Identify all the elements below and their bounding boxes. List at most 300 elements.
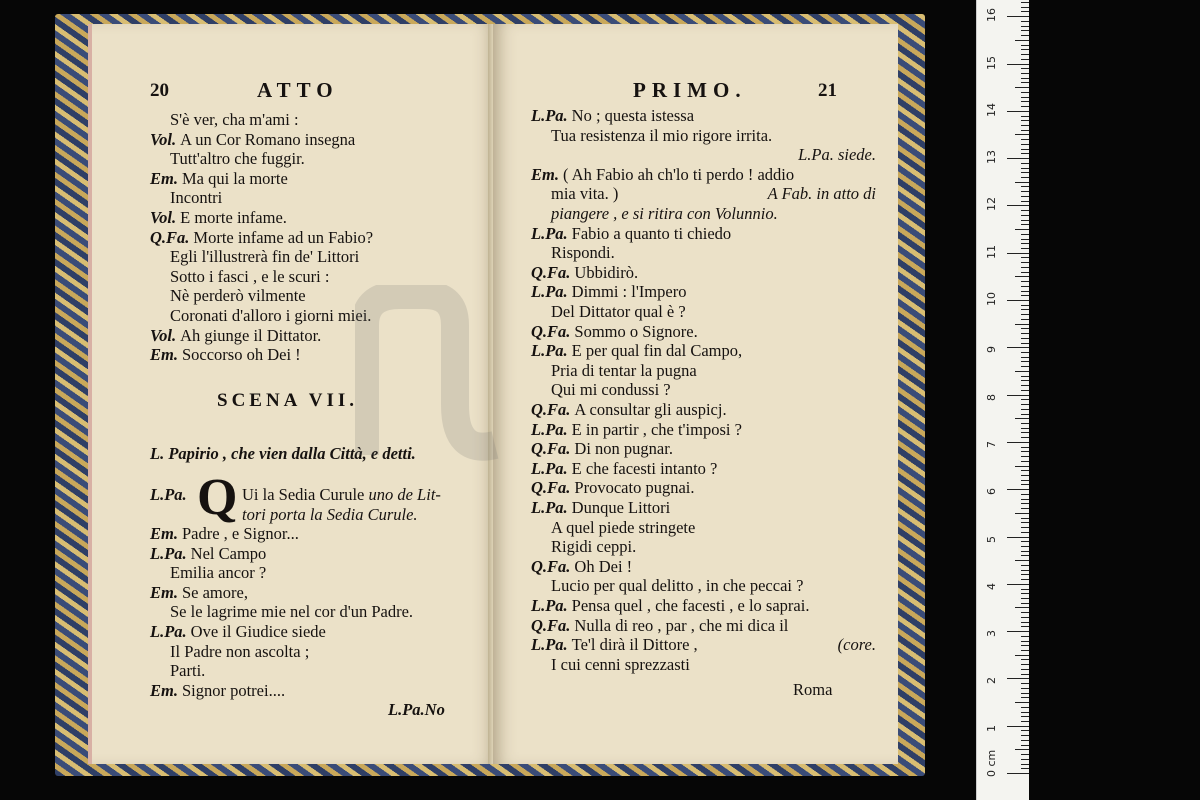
speaker-label: L.Pa. [531,596,568,615]
text-line [150,622,326,642]
scene-direction: L. Papirio , che vien dalla Città, e detti. [150,444,416,463]
text-line [551,576,803,596]
text-line [150,208,287,228]
text-line [150,524,299,544]
ruler-tick [1007,537,1029,538]
ruler-tick [1021,319,1029,320]
text-line [170,602,413,622]
ruler-tick [1021,522,1029,523]
speaker-label: Vol. [150,129,177,149]
speaker-label: L.Pa. [531,635,568,655]
ruler-label: 15 [985,55,998,70]
speaker-label: L.Pa. [531,498,568,517]
ruler-tick [1021,82,1029,83]
ruler-tick [1007,253,1029,254]
ruler-tick [1021,201,1029,202]
ruler-tick [1015,607,1029,608]
ruler-tick [1021,759,1029,760]
ruler-tick [1021,210,1029,211]
ruler-tick [1021,248,1029,249]
ruler-tick [1021,541,1029,542]
line-text: Tua resistenza il mio rigore irrita. [551,125,773,145]
ruler-tick [1021,333,1029,334]
ruler-tick [1021,674,1029,675]
text-line [531,498,670,518]
ruler-tick [1021,603,1029,604]
ruler-tick [1021,305,1029,306]
ruler-tick [1021,59,1029,60]
speaker-label: L.Pa. [531,419,568,439]
ruler-tick [1021,480,1029,481]
ruler-tick [1021,551,1029,552]
ruler-tick [1021,234,1029,235]
ruler-tick [1007,111,1029,112]
line-text: Signor potrei.... [181,680,286,700]
speaker-label: Em. [531,164,559,184]
line-text: I cui cenni sprezzasti [551,654,690,674]
text-line [531,106,694,126]
ruler-tick [1021,168,1029,169]
text-line [551,126,772,146]
ruler-tick [1021,309,1029,310]
ruler-tick [1015,560,1029,561]
ruler-tick [1021,579,1029,580]
ruler-label: 5 [985,535,998,543]
ruler-tick [1021,125,1029,126]
ruler-tick [1021,385,1029,386]
ruler-tick [1021,428,1029,429]
ruler-tick [1021,257,1029,258]
speaker-label: Em. [150,168,178,188]
text-line [531,616,788,636]
ruler-tick [1021,380,1029,381]
ruler-tick [1021,555,1029,556]
text-line [170,267,329,287]
running-head: PRIMO. [633,78,747,102]
ruler-tick [1021,196,1029,197]
line-text: S'è ver, cha m'ami : [170,110,299,129]
ruler-tick [1021,92,1029,93]
line-text: E per qual fin dal Campo, [571,341,743,361]
ruler-tick [1021,243,1029,244]
ruler-tick [1021,518,1029,519]
ruler-tick [1015,324,1029,325]
ruler-tick [1021,447,1029,448]
ruler-tick [1015,655,1029,656]
speaker-label: L.Pa. [531,341,568,361]
text-line [551,655,690,675]
ruler-tick [1021,376,1029,377]
scene-heading: SCENA VII. [217,390,359,411]
ruler-tick [1021,239,1029,240]
speaker-label: Q.Fa. [531,400,571,419]
line-text: Di non pugnar. [574,439,673,459]
right-page [493,24,898,764]
ruler-tick [1021,153,1029,154]
line-text: A quel piede stringete [551,517,696,537]
ruler-tick [1007,16,1029,17]
ruler-tick [1007,726,1029,727]
ruler-tick [1021,399,1029,400]
ruler-tick [1021,451,1029,452]
ruler-tick [1021,215,1029,216]
ruler-tick [1015,87,1029,88]
ruler-tick [1021,73,1029,74]
ruler-label: 9 [985,346,998,354]
line-text: Soccorso oh Dei ! [181,345,301,365]
text-line [531,459,717,479]
ruler-tick [1021,494,1029,495]
ruler-tick [1021,745,1029,746]
ruler-tick [1021,622,1029,623]
text-line [531,596,809,616]
ruler-tick [1021,144,1029,145]
ruler-label: 14 [985,102,998,117]
text-line [531,478,694,498]
ruler-tick [1021,664,1029,665]
ruler-tick [1021,163,1029,164]
text-line [531,263,638,283]
ruler-tick [1021,730,1029,731]
ruler-tick [1021,97,1029,98]
ruler-tick [1021,574,1029,575]
ruler-tick [1021,484,1029,485]
text-line [551,380,671,400]
catchword: L.Pa.No [388,700,445,719]
ruler-label: 1 [985,724,998,732]
text-line [531,341,742,361]
ruler-tick [1015,276,1029,277]
line-text: L.Pa. siede. [798,145,876,165]
text-line [551,184,618,204]
line-text: E morte infame. [180,208,287,227]
ruler-tick [1021,2,1029,3]
text-line [170,642,309,662]
ruler-tick [1007,300,1029,301]
speaker-label: Q.Fa. [150,227,190,247]
ruler-tick [1021,26,1029,27]
line-text: Sommo o Signore. [574,321,698,341]
ruler-tick [1021,754,1029,755]
left-page [88,24,496,764]
text-line [531,224,731,244]
text-line [170,661,205,681]
speaker-label: Q.Fa. [531,262,571,282]
ruler-tick [1021,475,1029,476]
line-text: Rispondi. [551,243,615,263]
ruler-tick [1021,437,1029,438]
line-text: Padre , e Signor... [181,524,299,543]
ruler-tick [1021,101,1029,102]
ruler-tick [1021,589,1029,590]
text-line [551,518,695,538]
ruler-tick [1007,347,1029,348]
ruler-tick [1021,423,1029,424]
ruler-tick [1021,191,1029,192]
line-text: Dunque Littori [571,498,671,517]
line-text: Il Padre non ascolta ; [170,641,310,661]
ruler-label: 12 [985,197,998,212]
ruler-tick [1021,764,1029,765]
line-text: Ubbidirò. [574,262,639,282]
ruler-tick [1007,442,1029,443]
ruler-tick [1021,565,1029,566]
line-text: Te'l dirà il Dittore , [571,635,698,655]
line-text: Parti. [170,661,206,681]
text-line [531,165,794,185]
ruler-tick [1021,35,1029,36]
ruler-tick [1021,404,1029,405]
ruler-tick [1021,357,1029,358]
ruler-tick [1021,224,1029,225]
ruler-tick [1015,702,1029,703]
ruler-tick [1021,617,1029,618]
speaker-label: Q.Fa. [531,556,571,576]
text-line [531,282,686,302]
line-text: Emilia ancor ? [170,563,267,583]
ruler-tick [1021,626,1029,627]
ruler-tick [1021,697,1029,698]
ruler-tick [1021,172,1029,173]
ruler-tick [1021,286,1029,287]
speaker-label: L.Pa. [531,106,568,125]
text-line [170,247,359,267]
ruler-tick [1021,45,1029,46]
ruler-tick [1021,314,1029,315]
ruler-tick [1021,570,1029,571]
ruler-tick [1021,641,1029,642]
speaker-label: Q.Fa. [531,321,571,341]
ruler-tick [1007,678,1029,679]
ruler-tick [1021,693,1029,694]
text-line [531,635,698,655]
ruler-tick [1021,54,1029,55]
speaker-label: Em. [150,345,178,365]
text-line [551,361,697,381]
stage-direction: A Fab. in atto di [767,184,876,204]
ruler-tick [1021,49,1029,50]
speaker-label: L.Pa. [150,622,187,641]
speaker-label: L.Pa. [531,282,568,302]
ruler-tick [1021,177,1029,178]
line-text: Pria di tentar la pugna [551,360,697,380]
text-line [170,306,371,326]
speaker-label: Em. [150,680,178,700]
speaker-label: L.Pa. [531,458,568,478]
ruler-tick [1021,532,1029,533]
line-text: Nè perderò vilmente [170,286,306,306]
ruler-tick [1021,291,1029,292]
ruler-tick [1007,631,1029,632]
ruler-tick [1021,650,1029,651]
ruler-tick [1015,513,1029,514]
ruler-tick [1021,645,1029,646]
ruler-label: 13 [985,150,998,165]
text-line [798,145,876,165]
ruler-tick [1021,139,1029,140]
page-number: 21 [818,80,837,101]
ruler-tick [1021,740,1029,741]
ruler-tick [1021,78,1029,79]
ruler-tick [1021,470,1029,471]
line-text: Tutt'altro che fuggir. [170,149,305,169]
text-line [551,302,686,322]
line-text: Nulla di reo , par , che mi dica il [574,615,789,635]
text-line [531,420,742,440]
speaker-label: Em. [150,524,178,543]
text-line [531,439,673,459]
ruler-tick [1007,395,1029,396]
catchword: Roma [793,680,833,699]
ruler-tick [1021,338,1029,339]
text-line [150,326,321,346]
ruler-tick [1021,636,1029,637]
text-line [150,169,288,189]
ruler-tick [1021,612,1029,613]
ruler-tick [1015,749,1029,750]
ruler-tick [1021,456,1029,457]
text-line [150,228,373,248]
ruler-label: 10 [985,292,998,306]
text-line [170,563,266,583]
ruler-tick [1021,461,1029,462]
line-text: Se amore, [181,582,248,602]
measuring-ruler [976,0,1029,800]
line-text: Pensa quel , che facesti , e lo saprai. [571,596,810,615]
ruler-tick [1021,598,1029,599]
ruler-tick [1007,158,1029,159]
line-text: Ove il Giudice siede [190,622,326,641]
line-text: piangere , e si ritira con Volunnio. [551,204,778,223]
ruler-tick [1021,186,1029,187]
ruler-tick [1021,593,1029,594]
ruler-tick [1015,134,1029,135]
text-line [551,204,778,224]
ruler-tick [1021,220,1029,221]
ruler-label: 7 [985,440,998,448]
line-text: mia vita. ) [551,184,619,204]
line-text: Egli l'illustrerà fin de' Littori [170,247,360,267]
ruler-tick [1015,229,1029,230]
ruler-tick [1015,466,1029,467]
line-text: A consultar gli auspicj. [574,400,727,419]
text-line [531,322,698,342]
ruler-tick [1021,716,1029,717]
line-text: Sotto i fasci , e le scuri : [170,266,330,286]
ruler-tick [1007,205,1029,206]
text-line [150,345,301,365]
text-line [531,557,632,577]
ruler-tick [1015,371,1029,372]
line-text: Coronati d'alloro i giorni miei. [170,306,372,325]
ruler-tick [1021,683,1029,684]
ruler-tick [1015,40,1029,41]
ruler-tick [1021,659,1029,660]
ruler-tick [1021,343,1029,344]
line-text: A un Cor Romano insegna [180,129,356,149]
text-line [170,188,222,208]
ruler-tick [1021,149,1029,150]
ruler-tick [1021,30,1029,31]
ruler-tick [1007,489,1029,490]
text-line [551,243,615,263]
ruler-tick [1015,418,1029,419]
ruler-tick [1021,366,1029,367]
ruler-label: 4 [985,582,998,590]
line-text: Oh Dei ! [574,556,633,576]
text-line [170,149,305,169]
text-line [170,110,299,130]
ruler-label: 11 [985,244,998,259]
stage-direction: (core. [837,635,876,655]
line-text: Lucio per qual delitto , in che peccai ? [551,576,804,596]
speaker-label: Em. [150,582,178,602]
ruler-label: 8 [985,393,998,401]
ruler-label: 6 [985,488,998,496]
ruler-tick [1021,281,1029,282]
ruler-tick [1021,352,1029,353]
ruler-tick [1021,735,1029,736]
ruler-tick [1021,712,1029,713]
ruler-tick [1021,21,1029,22]
ruler-tick [1021,721,1029,722]
ruler-label: 2 [985,677,998,685]
line-text: Ma qui la morte [181,168,288,188]
ruler-tick [1021,11,1029,12]
ruler-tick [1021,409,1029,410]
text-line [150,583,248,603]
ruler-tick [1021,414,1029,415]
line-text: No ; questa istessa [571,106,695,125]
speaker-label: L.Pa. [150,543,187,563]
ruler-tick [1021,120,1029,121]
ruler-tick [1021,707,1029,708]
ruler-tick [1021,688,1029,689]
ruler-tick [1021,390,1029,391]
page-number: 20 [150,80,169,101]
ruler-tick [1021,267,1029,268]
text-line [150,544,266,564]
line-text: Se le lagrime mie nel cor d'un Padre. [170,602,414,622]
ruler-label: 16 [985,8,998,23]
speaker-label: Q.Fa. [531,439,571,459]
ruler-tick [1021,7,1029,8]
line-text: Dimmi : l'Impero [571,282,687,302]
speaker-label: Vol. [150,208,177,227]
dropcap-speaker: L.Pa. [150,485,187,504]
text-line [170,286,306,306]
ruler-tick [1007,773,1029,774]
line-text: Qui mi condussi ? [551,380,671,400]
line-text: ( Ah Fabio ah ch'lo ti perdo ! addio [562,164,795,184]
line-text: Provocato pugnai. [574,478,695,498]
ruler-tick [1021,499,1029,500]
ruler-tick [1021,503,1029,504]
line-text: Nel Campo [190,543,267,563]
drop-capital: Q [197,469,238,526]
text-line [551,537,636,557]
line-text: Morte infame ad un Fabio? [193,227,374,247]
ruler-tick [1021,272,1029,273]
line-text: Ah giunge il Dittator. [180,325,322,345]
ruler-tick [1021,130,1029,131]
ruler-tick [1021,546,1029,547]
line-text: E in partir , che t'imposi ? [571,419,742,439]
ruler-label: 0 cm [985,749,998,777]
text-line [150,681,285,701]
line-text: Del Dittator qual è ? [551,302,686,321]
running-head: ATTO [257,78,339,102]
